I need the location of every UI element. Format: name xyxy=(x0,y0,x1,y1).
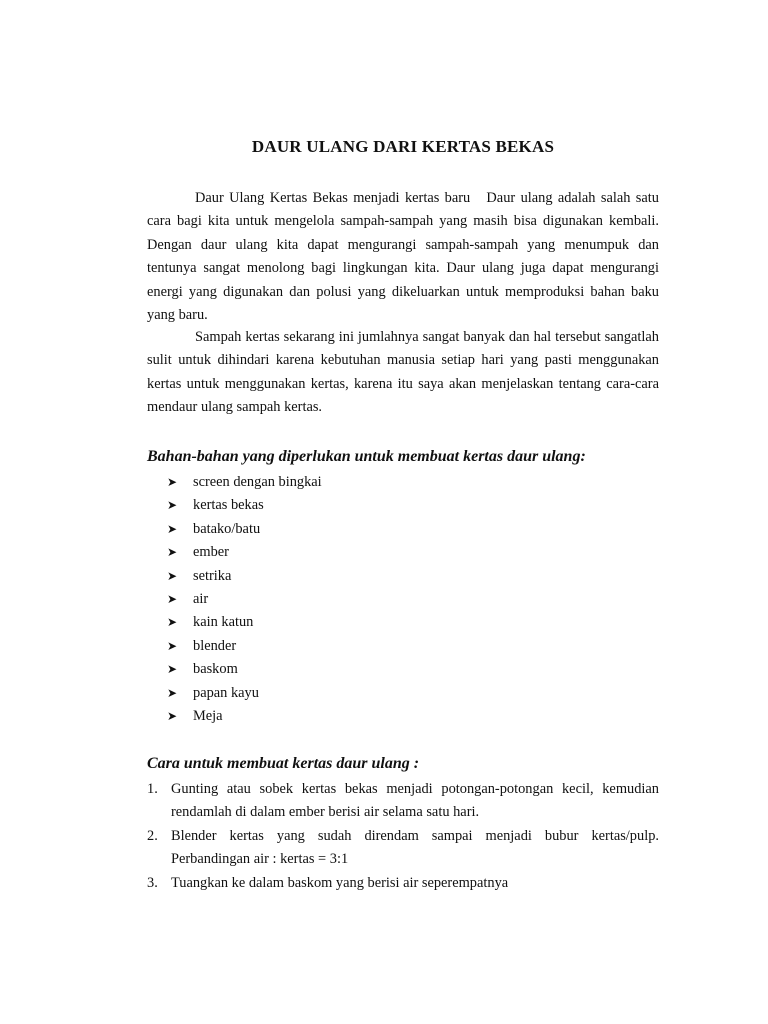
arrowhead-bullet-icon: ➤ xyxy=(167,568,178,583)
list-item xyxy=(167,541,322,564)
list-item xyxy=(147,872,659,895)
arrowhead-bullet-icon: ➤ xyxy=(167,615,178,630)
step-text: Blender kertas yang sudah direndam sampai menjadi bubur kertas/pulp. Perbandingan air : kertas = 3:1 xyxy=(171,827,659,868)
list-item xyxy=(167,611,322,634)
arrowhead-bullet-icon: ➤ xyxy=(167,662,178,677)
step-number: 1. xyxy=(147,781,158,797)
list-item-text: papan kayu xyxy=(193,684,259,701)
list-item-text: kain katun xyxy=(193,614,254,631)
document-title: DAUR ULANG DARI KERTAS BEKAS xyxy=(251,137,555,156)
steps-list xyxy=(147,778,659,895)
list-item-text: kertas bekas xyxy=(193,497,264,514)
materials-heading: Bahan-bahan yang diperlukan untuk membuat kertas daur ulang: xyxy=(147,448,586,465)
arrowhead-bullet-icon: ➤ xyxy=(167,685,178,700)
list-item xyxy=(167,658,322,681)
materials-list xyxy=(167,471,322,728)
steps-heading: Cara untuk membuat kertas daur ulang : xyxy=(147,755,420,772)
list-item xyxy=(167,682,322,705)
arrowhead-bullet-icon: ➤ xyxy=(167,591,178,606)
list-item xyxy=(167,705,322,728)
list-item xyxy=(167,565,322,588)
list-item-text: Meja xyxy=(193,707,223,724)
arrowhead-bullet-icon: ➤ xyxy=(167,498,178,513)
step-text: Gunting atau sobek kertas bekas menjadi potongan-potongan kecil, kemudian rendamlah di dalam ember berisi air selama satu hari. xyxy=(171,781,659,821)
step-number: 2. xyxy=(147,827,158,844)
second-paragraph-text: Sampah kertas sekarang ini jumlahnya sangat banyak dan hal tersebut sangatlah sulit untuk dihindari karena kebutuhan manusia setiap hari yang pasti menggunakan kertas untuk menggunakan kertas, karena itu saya akan menjelaskan tentang cara-cara mendaur ulang sampah kertas. xyxy=(147,329,659,416)
list-item xyxy=(147,825,659,872)
list-item xyxy=(167,588,322,611)
second-paragraph xyxy=(147,326,659,420)
arrowhead-bullet-icon: ➤ xyxy=(167,545,178,560)
arrowhead-bullet-icon: ➤ xyxy=(167,638,178,653)
list-item-text: ember xyxy=(193,544,229,561)
step-text: Tuangkan ke dalam baskom yang berisi air seperempatnya xyxy=(171,874,509,891)
list-item-text: baskom xyxy=(193,661,238,678)
list-item-text: setrika xyxy=(193,567,232,584)
arrowhead-bullet-icon: ➤ xyxy=(167,475,178,489)
list-item-text: blender xyxy=(193,637,237,654)
intro-paragraph-text: Daur Ulang Kertas Bekas menjadi kertas baru Daur ulang adalah salah satu cara bagi kita untuk mengelola sampah-sampah yang masih bisa digunakan kembali. Dengan daur ulang kita dapat mengurangi sampah-sampah yang menumpuk dan tentunya sangat menolong bagi lingkungan kita. Daur ulang juga dapat mengurangi energi yang digunakan dan polusi yang dikeluarkan untuk memproduksi bahan baku yang baru. xyxy=(147,190,659,324)
list-item xyxy=(147,778,659,825)
list-item xyxy=(167,518,322,541)
list-item xyxy=(167,494,322,517)
arrowhead-bullet-icon: ➤ xyxy=(167,708,178,723)
list-item-text: batako/batu xyxy=(193,520,261,537)
step-number: 3. xyxy=(147,874,158,891)
list-item xyxy=(167,635,322,658)
list-item-text: screen dengan bingkai xyxy=(193,474,322,490)
list-item xyxy=(167,471,322,494)
list-item-text: air xyxy=(193,590,209,607)
arrowhead-bullet-icon: ➤ xyxy=(167,521,178,536)
intro-paragraph xyxy=(147,187,659,327)
